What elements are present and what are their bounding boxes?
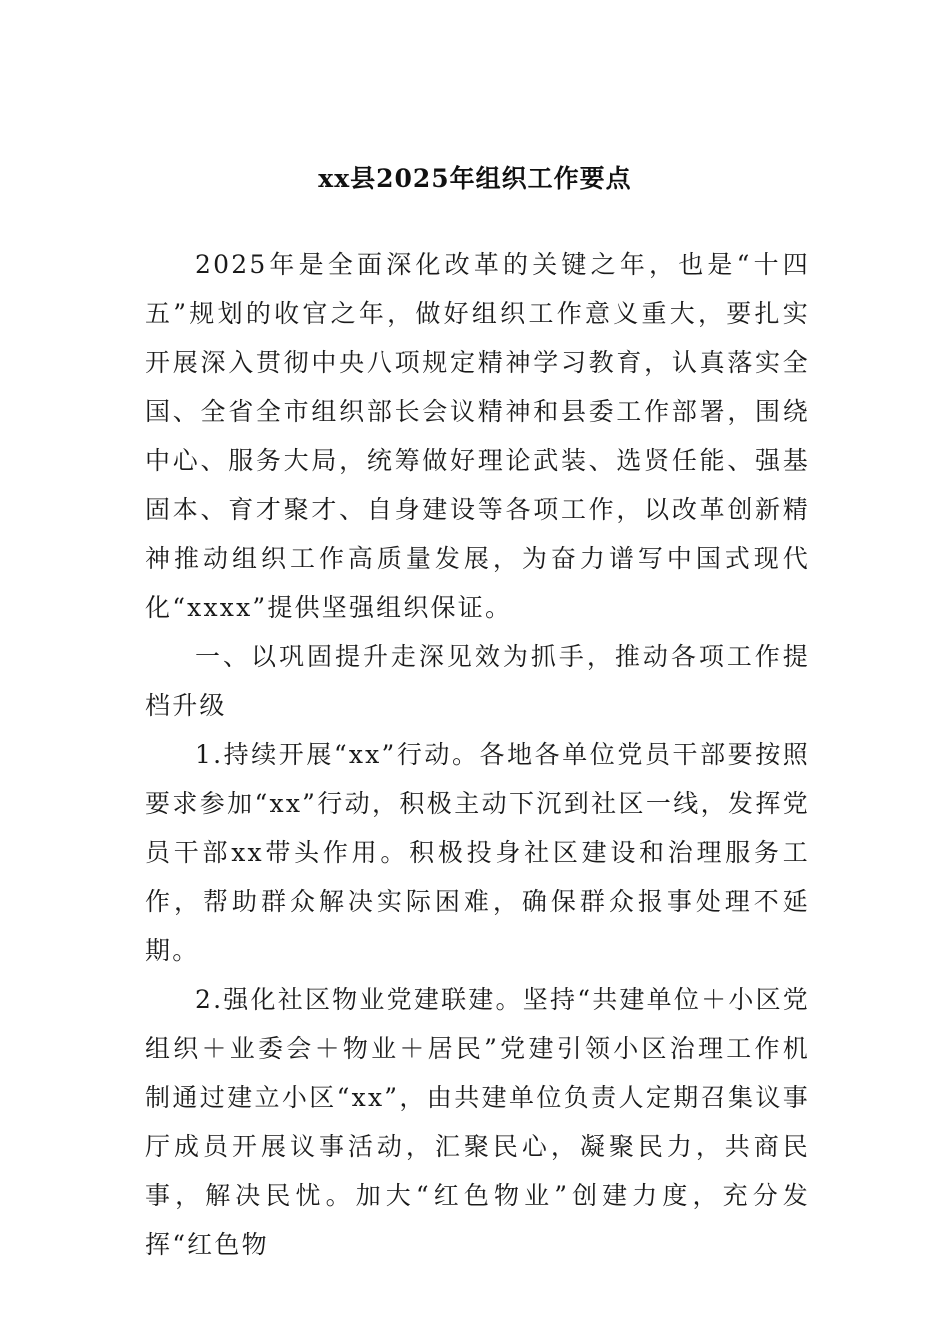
paragraph-item-1: 1.持续开展“xx”行动。各地各单位党员干部要按照要求参加“xx”行动，积极主动下沉到社区一线，发挥党员干部xx带头作用。积极投身社区建设和治理服务工作，帮助群众解决实际困难，确保群众报事处理不延期。 xyxy=(145,740,810,965)
section-heading-1: 一、以巩固提升走深见效为抓手，推动各项工作提档升级 xyxy=(145,642,810,720)
document-title: xx县2025年组织工作要点 xyxy=(318,164,632,193)
document-body xyxy=(145,240,810,1269)
paragraph-item-2: 2.强化社区物业党建联建。坚持“共建单位＋小区党组织＋业委会＋物业＋居民”党建引领小区治理工作机制通过建立小区“xx”，由共建单位负责人定期召集议事厅成员开展议事活动，汇聚民心，凝聚民力，共商民事，解决民忧。加大“红色物业”创建力度，充分发挥“红色物 xyxy=(145,985,810,1259)
paragraph-intro: 2025年是全面深化改革的关键之年，也是“十四五”规划的收官之年，做好组织工作意义重大，要扎实开展深入贯彻中央八项规定精神学习教育，认真落实全国、全省全市组织部长会议精神和县委工作部署，围绕中心、服务大局，统筹做好理论武装、选贤任能、强基固本、育才聚才、自身建设等各项工作，以改革创新精神推动组织工作高质量发展，为奋力谱写中国式现代化“xxxx”提供坚强组织保证。 xyxy=(145,250,810,622)
